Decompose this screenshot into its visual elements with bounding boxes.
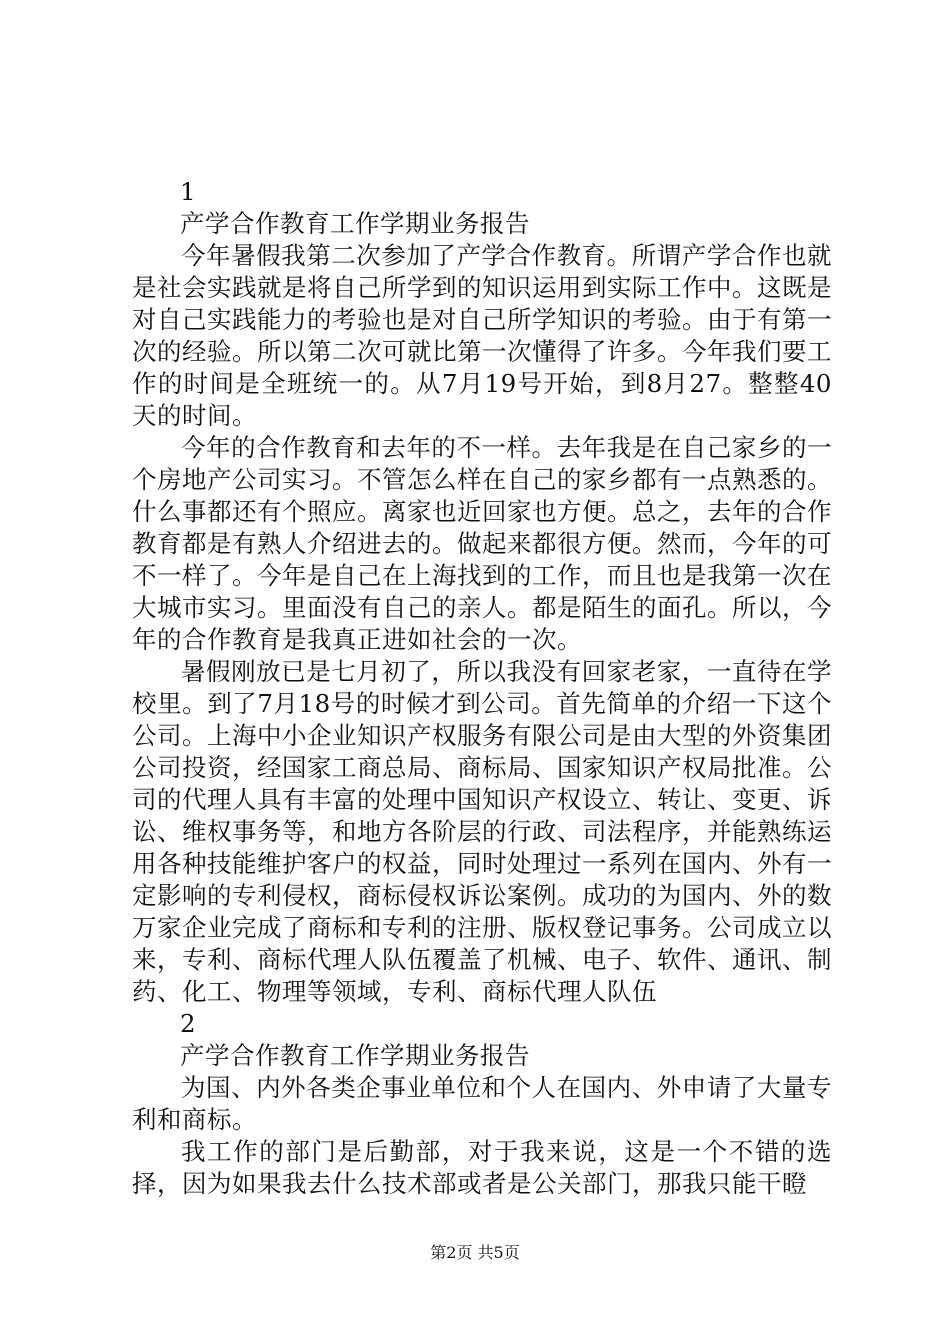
paragraph: 暑假刚放已是七月初了，所以我没有回家老家，一直待在学校里。到了7月18号的时候才到公司。首先简单的介绍一下这个公司。上海中小企业知识产权服务有限公司是由大型的外资集团公司投资，经国家工商总局、商标局、国家知识产权局批准。公司的代理人具有丰富的处理中国知识产权设立、转让、变更、诉讼、维权事务等，和地方各阶层的行政、司法程序，并能熟练运用各种技能维护客户的权益，同时处理过一系列在国内、外有一定影响的专利侵权，商标侵权诉讼案例。成功的为国内、外的数万家企业完成了商标和专利的注册、版权登记事务。公司成立以来，专利、商标代理人队伍覆盖了机械、电子、软件、通讯、制药、化工、物理等领域，专利、商标代理人队伍 (132, 657, 832, 1006)
page-marker: 1 (180, 177, 197, 206)
paragraph: 今年暑假我第二次参加了产学合作教育。所谓产学合作也就是社会实践就是将自己所学到的知识运用到实际工作中。这既是对自己实践能力的考验也是对自己所学知识的考验。由于有第一次的经验。所以第二次可就比第一次懂得了许多。今年我们要工作的时间是全班统一的。从7月19号开始，到8月27。整整40天的时间。 (132, 241, 832, 430)
page-footer: 第2页 共5页 (430, 1243, 520, 1262)
report-title: 产学合作教育工作学期业务报告 (180, 1041, 530, 1070)
paragraph: 为国、内外各类企事业单位和个人在国内、外申请了大量专利和商标。 (132, 1073, 832, 1134)
paragraph: 今年的合作教育和去年的不一样。去年我是在自己家乡的一个房地产公司实习。不管怎么样在自己的家乡都有一点熟悉的。什么事都还有个照应。离家也近回家也方便。总之，去年的合作教育都是有熟人介绍进去的。做起来都很方便。然而，今年的可不一样了。今年是自己在上海找到的工作，而且也是我第一次在大城市实习。里面没有自己的亲人。都是陌生的面孔。所以，今年的合作教育是我真正进如社会的一次。 (132, 433, 832, 654)
paragraph: 我工作的部门是后勤部，对于我来说，这是一个不错的选择，因为如果我去什么技术部或者是公关部门，那我只能干瞪 (132, 1137, 832, 1198)
report-title: 产学合作教育工作学期业务报告 (180, 209, 530, 238)
page-marker: 2 (180, 1009, 197, 1038)
document-body (132, 176, 832, 1200)
